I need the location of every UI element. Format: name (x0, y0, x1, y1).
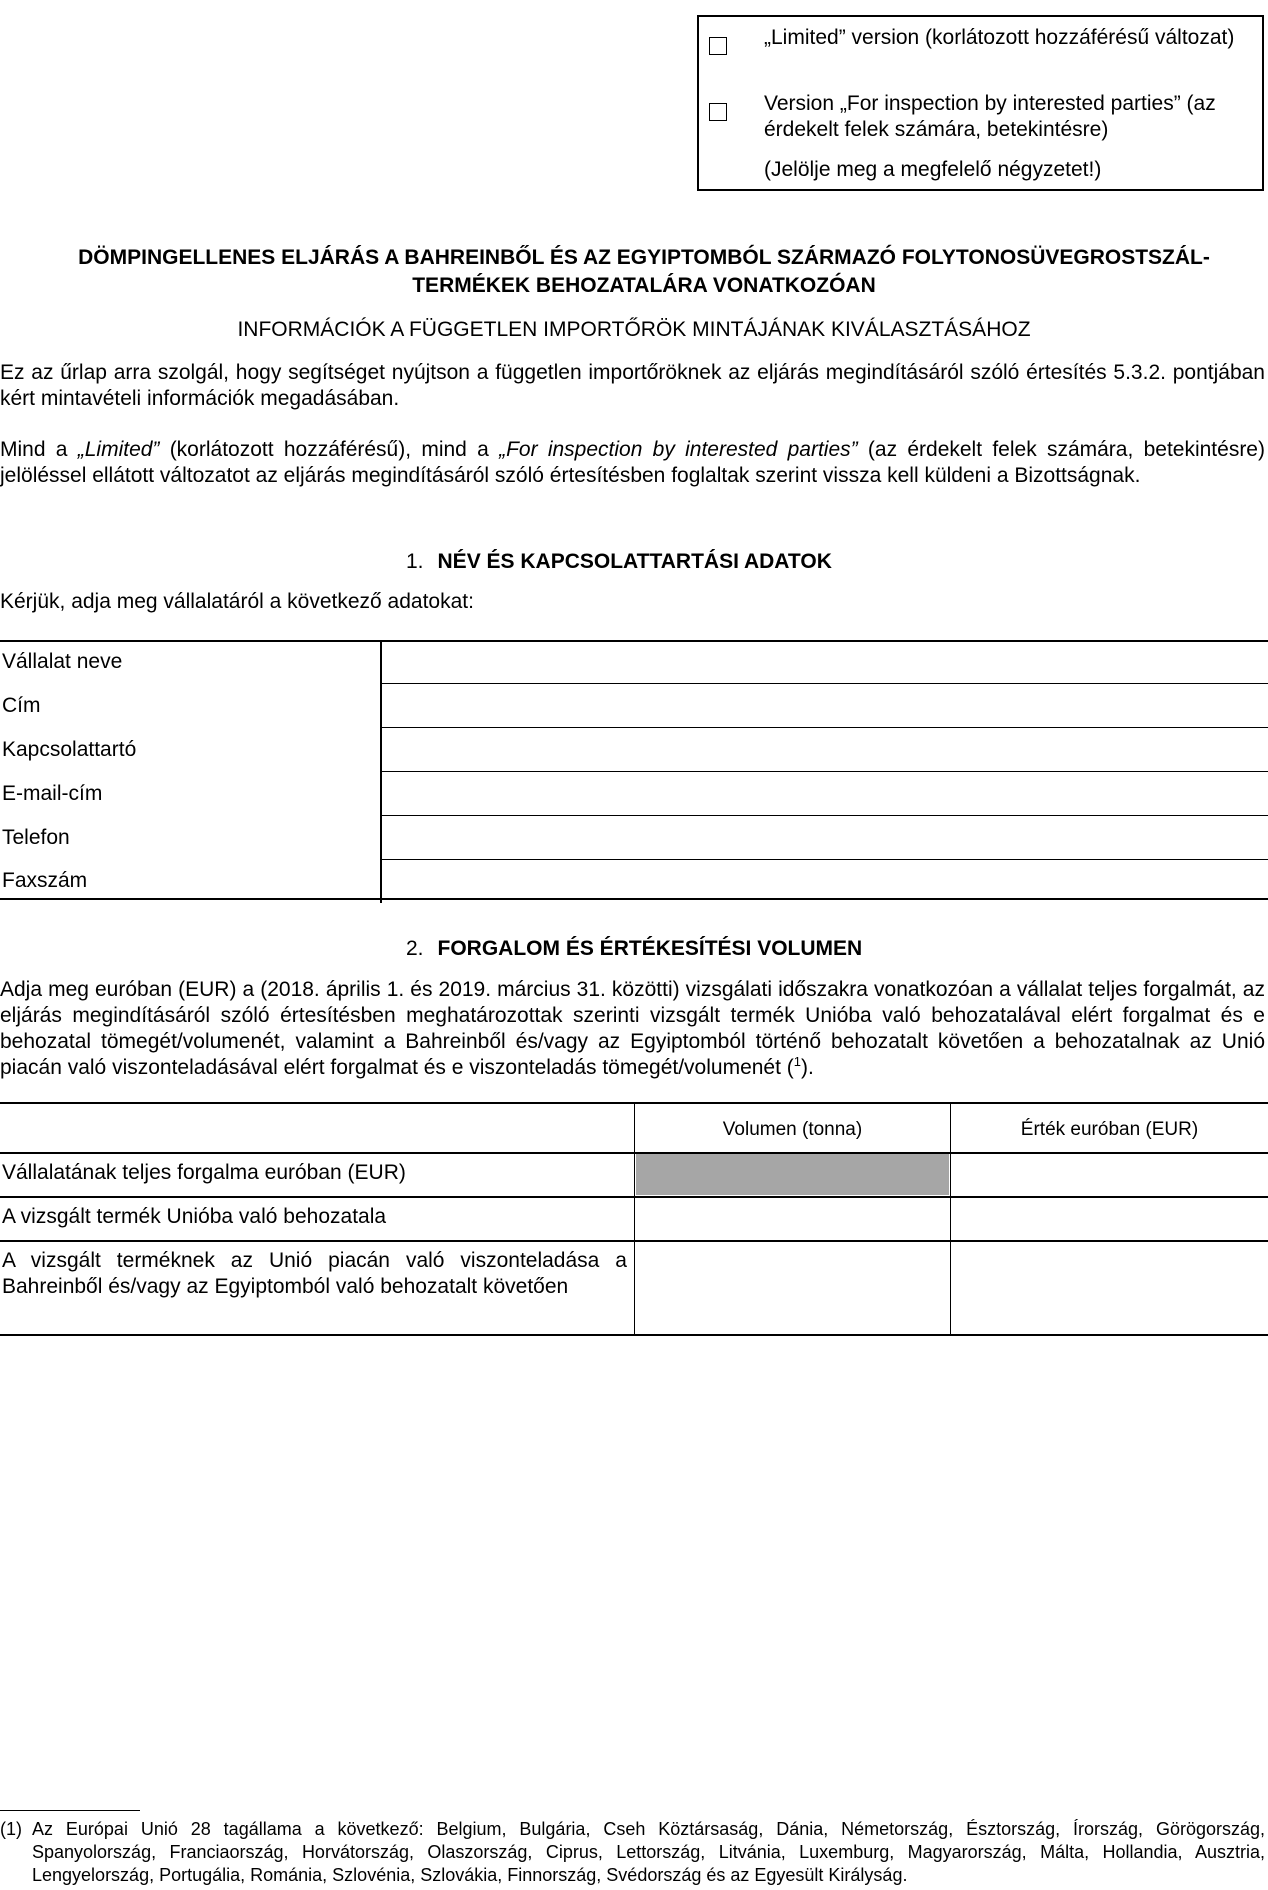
import-volume-input[interactable] (636, 1198, 949, 1239)
version-selection-box (697, 15, 1264, 191)
shaded-cell (636, 1154, 949, 1195)
import-value-input[interactable] (952, 1198, 1268, 1239)
footnote-separator (0, 1810, 140, 1811)
contact-row (0, 860, 1268, 904)
contact-row-value-input[interactable] (381, 816, 1268, 860)
total-turnover-value-input[interactable] (952, 1154, 1268, 1195)
contact-details-table (0, 640, 1268, 903)
intro-paragraph-2: Mind a „Limited” (korlátozott hozzáférésű), mind a „For inspection by interested parties” (az érdekelt felek számára, betekintésre) jelöléssel ellátott változatot az eljárás megindításáról szóló értesítésben foglaltak szerint vissza kell küldeni a Bizottságnak. (0, 438, 1265, 487)
contact-row-label: Kapcsolattartó (0, 728, 381, 772)
section-1-heading: 1. NÉV ÉS KAPCSOLATTARTÁSI ADATOK (406, 550, 832, 573)
intro-paragraph-1: Ez az űrlap arra szolgál, hogy segítséget nyújtson a független importőröknek az eljárás megindításáról szóló értesítés 5.3.2. pontjában kért mintavételi információk megadásában. (0, 361, 1265, 410)
document-title-line1: DÖMPINGELLENES ELJÁRÁS A BAHREINBŐL ÉS AZ EGYIPTOMBÓL SZÁRMAZÓ FOLYTONOSÜVEGROSTSZÁL- (78, 246, 1210, 269)
footnote-mark: (1) (0, 1819, 22, 1839)
contact-row (0, 772, 1268, 816)
document-title-line2: TERMÉKEK BEHOZATALÁRA VONATKOZÓAN (412, 274, 876, 297)
inspection-version-checkbox[interactable] (709, 103, 727, 121)
section-2-text: Adja meg euróban (EUR) a (2018. április 1. és 2019. március 31. közötti) vizsgálati időszakra vonatkozóan a vállalat teljes forgalmát, az eljárás megindításáról szóló értesítésben meghatározottak szerinti vizsgált termék Unióba való behozatalával elért forgalmat és e behozatal tömegét/volumenét, valamint a Bahreinből és/vagy az Egyiptomból történő behozatalt követően a behozatalnak az Unió piacán való viszonteladásával elért forgalmat és e viszonteladás tömegét/volumenét ($^1$). (0, 978, 1265, 1079)
contact-row-label: Cím (0, 684, 381, 728)
column-header-volume: Volumen (tonna) (722, 1119, 863, 1140)
contact-row-label: Telefon (0, 816, 381, 860)
contact-row (0, 640, 1268, 684)
turnover-row-label: A vizsgált termék Unióba való behozatala (2, 1205, 387, 1228)
document-subtitle: INFORMÁCIÓK A FÜGGETLEN IMPORTŐRÖK MINTÁJÁNAK KIVÁLASZTÁSÁHOZ (237, 318, 1031, 341)
section-2-heading: 2. FORGALOM ÉS ÉRTÉKESÍTÉSI VOLUMEN (406, 937, 863, 960)
contact-row-value-input[interactable] (381, 860, 1268, 904)
contact-row-value-input[interactable] (381, 684, 1268, 728)
limited-version-label: „Limited” version (korlátozott hozzáférésű változat) (764, 26, 1235, 49)
contact-row-value-input[interactable] (381, 772, 1268, 816)
footnote-text: Az Európai Unió 28 tagállama a következő: Belgium, Bulgária, Cseh Köztársaság, Dánia, Németország, Észtország, Írország, Görögország, Spanyolország, Franciaország, Horvátország, Olaszország, Ciprus, Lettország, Litvánia, Luxemburg, Magyarország, Málta, Hollandia, Ausztria, Lengyelország, Portugália, Románia, Szlovénia, Szlovákia, Finnország, Svédország és az Egyesült Királyság. (32, 1819, 1265, 1885)
resale-value-input[interactable] (952, 1242, 1268, 1333)
contact-row (0, 684, 1268, 728)
section-1-prompt: Kérjük, adja meg vállalatáról a következő adatokat: (0, 590, 474, 613)
inspection-version-label: Version „For inspection by interested parties” (az érdekelt felek számára, betekintésre) (764, 92, 1216, 141)
limited-version-checkbox[interactable] (709, 37, 727, 55)
contact-row (0, 816, 1268, 860)
contact-row-label: Faxszám (0, 860, 381, 904)
contact-row-value-input[interactable] (381, 728, 1268, 772)
contact-row-label: E-mail-cím (0, 772, 381, 816)
resale-volume-input[interactable] (636, 1242, 949, 1333)
footnote-reference[interactable]: 1 (793, 1054, 801, 1069)
contact-row-value-input[interactable] (381, 640, 1268, 684)
turnover-row-label: A vizsgált terméknek az Unió piacán való viszonteladása a Bahreinből és/vagy az Egyiptomból való behozatalt követően (2, 1249, 627, 1298)
contact-row-label: Vállalat neve (0, 640, 381, 684)
turnover-row-label: Vállalatának teljes forgalma euróban (EUR) (2, 1161, 406, 1184)
contact-row (0, 728, 1268, 772)
version-instruction: (Jelölje meg a megfelelő négyzetet!) (764, 158, 1102, 181)
column-header-value: Érték euróban (EUR) (1020, 1119, 1199, 1140)
